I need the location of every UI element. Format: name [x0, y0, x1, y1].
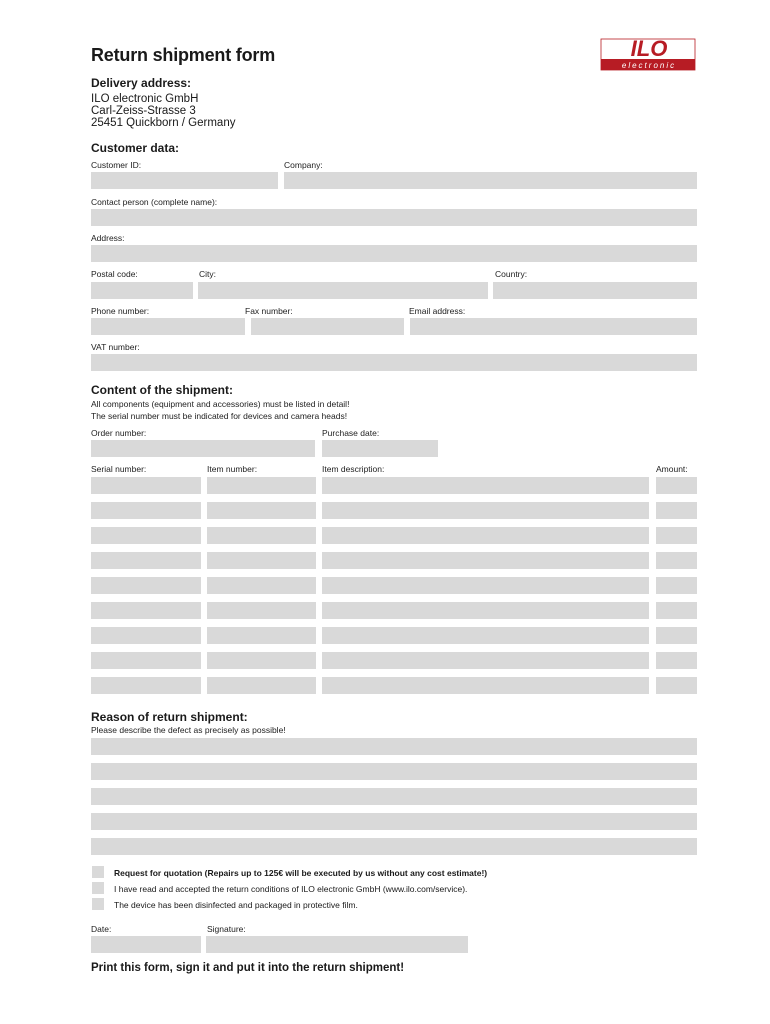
date-field[interactable] [91, 936, 201, 953]
item-number-field[interactable] [207, 552, 316, 569]
item-number-field[interactable] [207, 602, 316, 619]
order-number-label: Order number: [91, 428, 147, 438]
address-label: Address: [91, 233, 125, 243]
country-label: Country: [495, 269, 528, 279]
item-description-field[interactable] [322, 477, 649, 494]
postal-code-label: Postal code: [91, 269, 138, 279]
item-number-field[interactable] [207, 502, 316, 519]
item-description-field[interactable] [322, 527, 649, 544]
country-field[interactable] [493, 282, 697, 299]
item-number-field[interactable] [207, 652, 316, 669]
customer-id-field[interactable] [91, 172, 278, 189]
serial-number-field[interactable] [91, 502, 201, 519]
reason-note: Please describe the defect as precisely as possible! [91, 725, 286, 735]
form-title: Return shipment form [91, 45, 276, 65]
item-description-field[interactable] [322, 677, 649, 694]
city-label: City: [199, 269, 216, 279]
phone-label: Phone number: [91, 306, 150, 316]
amount-header: Amount: [656, 464, 688, 474]
fax-field[interactable] [251, 318, 404, 335]
disinfected-checkbox-label: The device has been disinfected and packaged in protective film. [114, 900, 358, 910]
conditions-checkbox-label: I have read and accepted the return conditions of ILO electronic GmbH (www.ilo.com/service). [114, 884, 468, 894]
item-number-field[interactable] [207, 477, 316, 494]
item-description-field[interactable] [322, 652, 649, 669]
email-field[interactable] [410, 318, 697, 335]
delivery-line-1: ILO electronic GmbH [91, 93, 199, 105]
reason-line-field[interactable] [91, 763, 697, 780]
item-description-field[interactable] [322, 602, 649, 619]
amount-field[interactable] [656, 552, 697, 569]
reason-line-field[interactable] [91, 838, 697, 855]
postal-code-field[interactable] [91, 282, 193, 299]
item-description-header: Item description: [322, 464, 385, 474]
address-field[interactable] [91, 245, 697, 262]
serial-number-field[interactable] [91, 527, 201, 544]
customer-id-label: Customer ID: [91, 160, 142, 170]
serial-number-field[interactable] [91, 677, 201, 694]
amount-field[interactable] [656, 677, 697, 694]
ilo-logo [599, 36, 697, 72]
reason-line-field[interactable] [91, 738, 697, 755]
item-description-field[interactable] [322, 577, 649, 594]
date-label: Date: [91, 924, 112, 934]
city-field[interactable] [198, 282, 488, 299]
conditions-checkbox[interactable] [92, 882, 104, 894]
serial-number-field[interactable] [91, 652, 201, 669]
item-number-field[interactable] [207, 627, 316, 644]
amount-field[interactable] [656, 652, 697, 669]
amount-field[interactable] [656, 602, 697, 619]
logo-brand: ILO [630, 36, 668, 61]
phone-field[interactable] [91, 318, 245, 335]
purchase-date-label: Purchase date: [322, 428, 380, 438]
signature-label: Signature: [207, 924, 246, 934]
amount-field[interactable] [656, 527, 697, 544]
customer-heading: Customer data: [91, 141, 180, 155]
reason-heading: Reason of return shipment: [91, 710, 248, 724]
shipment-heading: Content of the shipment: [91, 383, 233, 397]
shipment-note-1: All components (equipment and accessories) must be listed in detail! [91, 399, 350, 409]
contact-person-field[interactable] [91, 209, 697, 226]
amount-field[interactable] [656, 577, 697, 594]
logo-subtitle: electronic [621, 61, 677, 70]
item-number-field[interactable] [207, 677, 316, 694]
company-field[interactable] [284, 172, 697, 189]
serial-number-field[interactable] [91, 552, 201, 569]
amount-field[interactable] [656, 477, 697, 494]
purchase-date-field[interactable] [322, 440, 438, 457]
vat-label: VAT number: [91, 342, 140, 352]
item-description-field[interactable] [322, 502, 649, 519]
email-label: Email address: [409, 306, 466, 316]
item-description-field[interactable] [322, 552, 649, 569]
contact-label: Contact person (complete name): [91, 197, 218, 207]
reason-line-field[interactable] [91, 788, 697, 805]
serial-number-field[interactable] [91, 602, 201, 619]
delivery-heading: Delivery address: [91, 76, 192, 90]
item-number-field[interactable] [207, 577, 316, 594]
delivery-line-3: 25451 Quickborn / Germany [91, 117, 236, 129]
item-description-field[interactable] [322, 627, 649, 644]
amount-field[interactable] [656, 502, 697, 519]
signature-field[interactable] [206, 936, 468, 953]
disinfected-checkbox[interactable] [92, 898, 104, 910]
serial-number-field[interactable] [91, 477, 201, 494]
serial-number-field[interactable] [91, 577, 201, 594]
delivery-line-2: Carl-Zeiss-Strasse 3 [91, 105, 196, 117]
order-number-field[interactable] [91, 440, 315, 457]
vat-field[interactable] [91, 354, 697, 371]
shipment-note-2: The serial number must be indicated for devices and camera heads! [91, 411, 348, 421]
item-number-header: Item number: [207, 464, 258, 474]
amount-field[interactable] [656, 627, 697, 644]
serial-number-field[interactable] [91, 627, 201, 644]
company-label: Company: [284, 160, 323, 170]
quotation-checkbox-label: Request for quotation (Repairs up to 125€ will be executed by us without any cost estimate!) [114, 868, 488, 878]
quotation-checkbox[interactable] [92, 866, 104, 878]
fax-label: Fax number: [245, 306, 293, 316]
footer-instruction: Print this form, sign it and put it into the return shipment! [91, 962, 405, 974]
serial-number-header: Serial number: [91, 464, 147, 474]
item-number-field[interactable] [207, 527, 316, 544]
reason-line-field[interactable] [91, 813, 697, 830]
